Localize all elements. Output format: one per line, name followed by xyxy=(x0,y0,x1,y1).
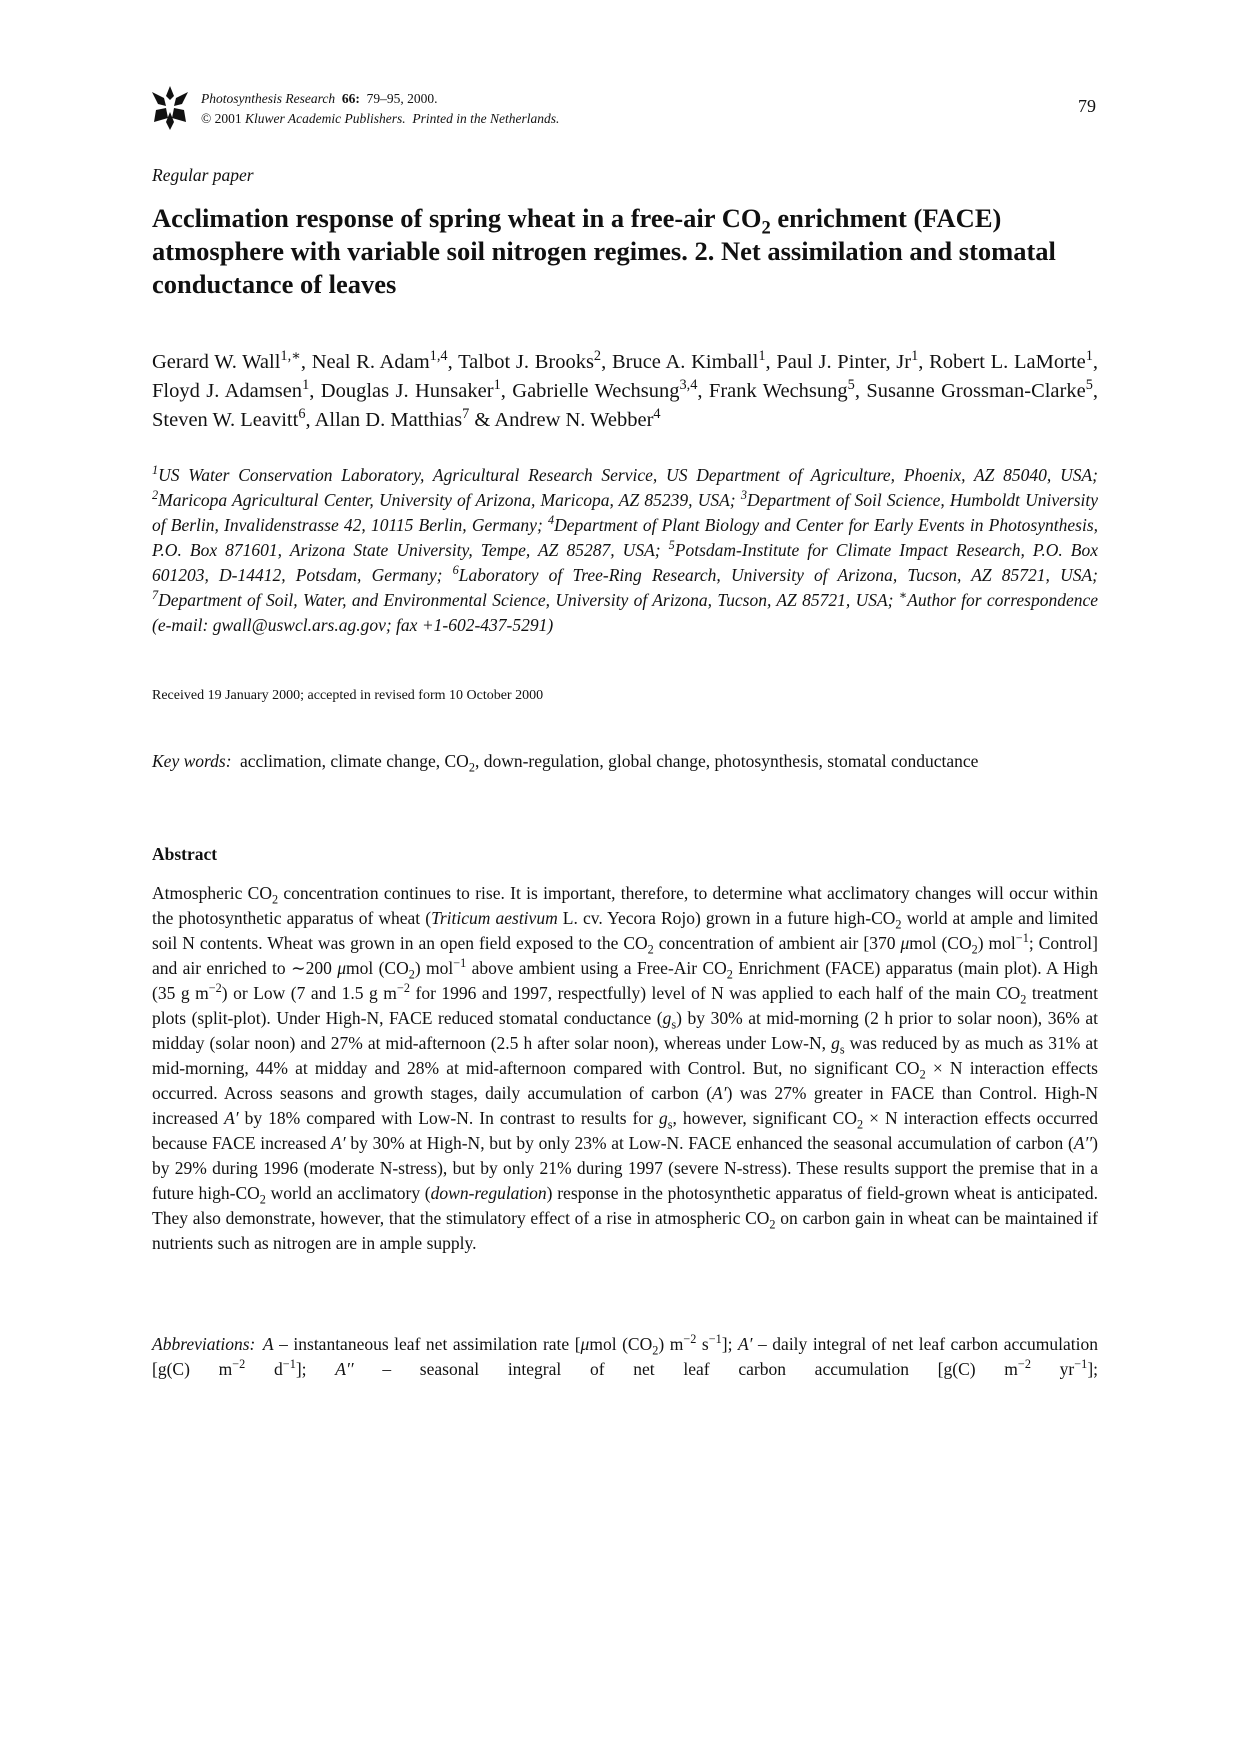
author: Neal R. Adam$^{1,4}$ xyxy=(311,348,448,373)
author: Gerard W. Wall$^{1,∗}$ xyxy=(152,348,301,373)
abstract-text: Atmospheric $CO_2$ concentration continues to rise. It is important, therefore, to determine what acclimatory changes will occur within the photosynthetic apparatus of wheat (Triticum aestivum L. cv. Yecora Rojo) grown in a future high-$CO_2$ world at ample and limited soil N contents. Wheat was grown in an open field exposed to the $CO_2$ concentration of ambient air [370 μmol $(CO_2)$ mol$^{-1}$; Control] and air enriched to ∼200 μmol $(CO_2)$ mol$^{-1}$ above ambient using a Free-Air $CO_2$ Enrichment (FACE) apparatus (main plot). A High (35 g $m^{-2}$) or Low (7 and 1.5 g $m^{-2}$ for 1996 and 1997, respectfully) level of N was applied to each half of the main $CO_2$ treatment plots (split-plot). Under High-N, FACE reduced stomatal conductance $(g_s)$ by 30% at mid-morning (2 h prior to solar noon), 36% at midday (solar noon) and 27% at mid-afternoon (2.5 h after solar noon), whereas under Low-N, $g_s$ was reduced by as much as 31% at mid-morning, 44% at midday and 28% at mid-afternoon compared with Control. But, no significant $CO_2 \times N$ interaction effects occurred. Across seasons and growth stages, daily accumulation of carbon (A′) was 27% greater in FACE than Control. High-N increased A′ by 18% compared with Low-N. In contrast to results for $g_s$, however, significant $CO_2 \times N$ interaction effects occurred because FACE increased A′ by 30% at High-N, but by only 23% at Low-N. FACE enhanced the seasonal accumulation of carbon (A′′) by 29% during 1996 (moderate N-stress), but by only 21% during 1997 (severe N-stress). These results support the premise that in a future high-$CO_2$ world an acclimatory (down-regulation) response in the photosynthetic apparatus of field-grown wheat is anticipated. They also demonstrate, however, that the stimulatory effect of a rise in atmospheric $CO_2$ on carbon gain in wheat can be maintained if nutrients such as nitrogen are in ample supply. xyxy=(152,883,1099,1253)
received-dates: Received 19 January 2000; accepted in revised form 10 October 2000 xyxy=(152,688,544,703)
author: Susanne Grossman-Clarke$^5$ xyxy=(866,377,1093,402)
author: Paul J. Pinter, Jr$^1$ xyxy=(776,348,919,373)
author: Robert L. LaMorte$^1$ xyxy=(929,348,1093,373)
author: Talbot J. Brooks$^2$ xyxy=(458,348,602,373)
copyright-line: © 2001 Kluwer Academic Publishers. Printed in the Netherlands. xyxy=(201,111,560,126)
abstract-heading: Abstract xyxy=(152,844,218,864)
abbreviations: Abbreviations: A – instantaneous leaf net assimilation rate [μmol $(CO_2)$ $m^{-2}$ $s^{-1}$]; A′ – daily integral of net leaf carbon accumulation [g(C) $m^{-2}$ $d^{-1}$]; A′′ – seasonal integral of net leaf carbon accumulation [g(C) $m^{-2}$ $yr^{-1}$]; xyxy=(152,1332,1099,1379)
author: Andrew N. Webber$^4$ xyxy=(494,406,661,431)
publisher-logo-icon xyxy=(152,86,188,130)
journal-citation: Photosynthesis Research 66: 79–95, 2000. xyxy=(201,91,438,106)
keywords: Key words: acclimation, climate change, $CO_2$, down-regulation, global change, photosynthesis, stomatal conductance xyxy=(152,751,979,775)
author: Gabrielle Wechsung$^{3,4}$ xyxy=(512,377,698,402)
affiliations: $^1$US Water Conservation Laboratory, Agricultural Research Service, US Department of Agriculture, Phoenix, AZ 85040, USA; $^2$Maricopa Agricultural Center, University of Arizona, Maricopa, AZ 85239, USA; $^3$Department of Soil Science, Humboldt University of Berlin, Invalidenstrasse 42, 10115 Berlin, Germany; $^4$Department of Plant Biology and Center for Early Events in Photosynthesis, P.O. Box 871601, Arizona State University, Tempe, AZ 85287, USA; $^5$Potsdam-Institute for Climate Impact Research, P.O. Box 601203, D-14412, Potsdam, Germany; $^6$Laboratory of Tree-Ring Research, University of Arizona, Tucson, AZ 85721, USA; $^7$Department of Soil, Water, and Environmental Science, University of Arizona, Tucson, AZ 85721, USA; ∗Author for correspondence (e-mail: gwall@uswcl.ars.ag.gov; fax +1-602-437-5291) xyxy=(152,463,1099,635)
author: Allan D. Matthias$^7$ xyxy=(314,406,470,431)
author: Frank Wechsung$^5$ xyxy=(708,377,855,402)
author: Steven W. Leavitt$^6$ xyxy=(152,406,306,431)
article-title: Acclimation response of spring wheat in a free-air $CO_2$ enrichment (FACE) atmosphere with variable soil nitrogen regimes. 2. Net assimilation and stomatal conductance of leaves xyxy=(152,203,1056,299)
page-number: 79 xyxy=(1078,96,1096,116)
author: Douglas J. Hunsaker$^1$ xyxy=(320,377,501,402)
paper-type: Regular paper xyxy=(152,165,254,185)
author: Floyd J. Adamsen$^1$ xyxy=(152,377,310,402)
author: Bruce A. Kimball$^1$ xyxy=(611,348,766,373)
author-list: Gerard W. Wall$^{1,∗}$, Neal R. Adam$^{1,4}$, Talbot J. Brooks$^2$, Bruce A. Kimball$^1$, Paul J. Pinter, Jr$^1$, Robert L. LaMorte$^1$, Floyd J. Adamsen$^1$, Douglas J. Hunsaker$^1$, Gabrielle Wechsung$^{3,4}$, Frank Wechsung$^5$, Susanne Grossman-Clarke$^5$, Steven W. Leavitt$^6$, Allan D. Matthias$^7$ & Andrew N. Webber$^4$ xyxy=(152,348,1099,431)
